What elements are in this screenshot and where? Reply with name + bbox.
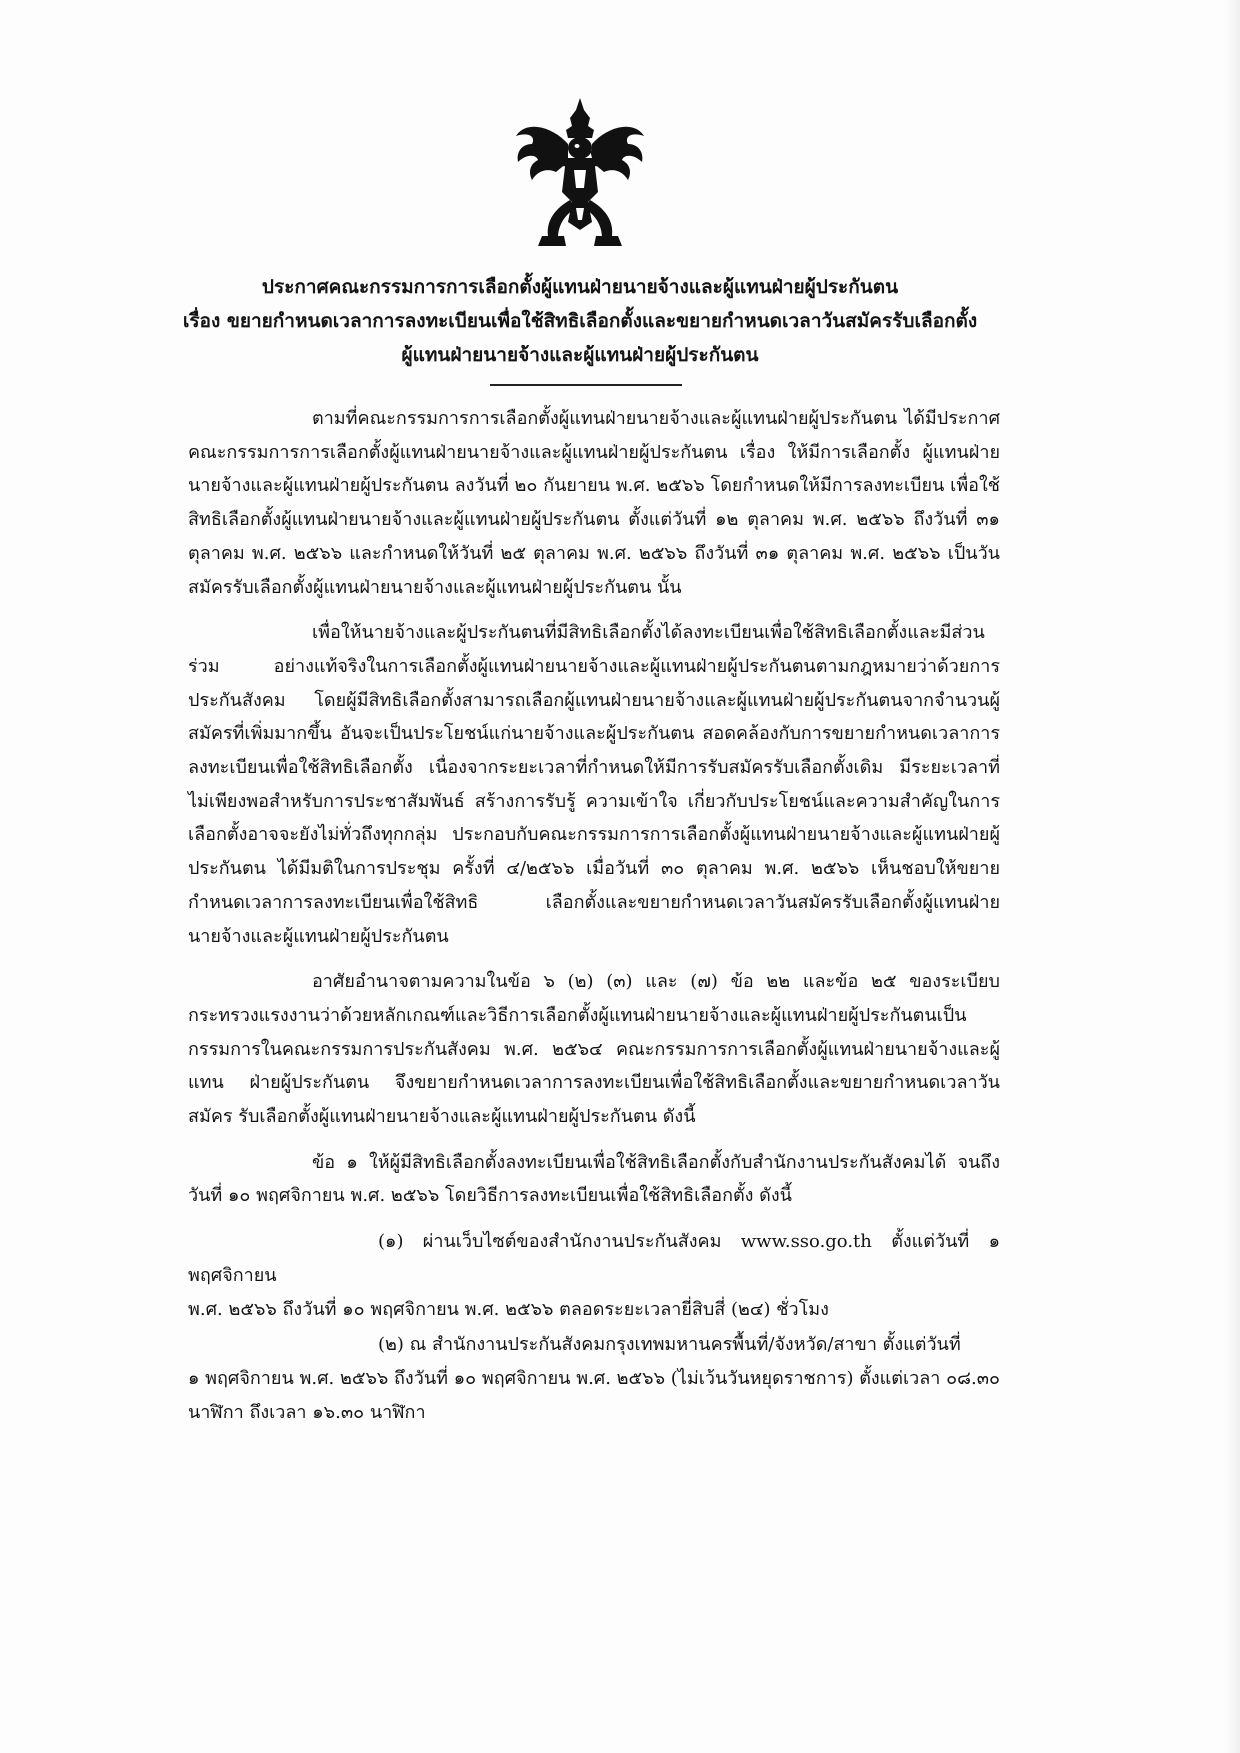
clause-1-item-1: (๑) ผ่านเว็บไซต์ของสำนักงานประกันสังคม www.sso.go.th ตั้งแต่วันที่ ๑ พฤศจิกายน (188, 1231, 1000, 1286)
garuda-emblem-icon (512, 96, 648, 256)
paragraph-background: ตามที่คณะกรรมการการเลือกตั้งผู้แทนฝ่ายนายจ้างและผู้แทนฝ่ายผู้ประกันตน ได้มีประกาศคณะกรรมการการเลือกตั้งผู้แทนฝ่ายนายจ้างและผู้แทนฝ่ายผู้ประกันตน เรื่อง ให้มีการเลือกตั้ง ผู้แทนฝ่ายนายจ้างและผู้แทนฝ่ายผู้ประกันตน ลงวันที่ ๒๐ กันยายน พ.ศ. ๒๕๖๖ โดยกำหนดให้มีการลงทะเบียน เพื่อใช้สิทธิเลือกตั้งผู้แทนฝ่ายนายจ้างและผู้แทนฝ่ายผู้ประกันตน ตั้งแต่วันที่ ๑๒ ตุลาคม พ.ศ. ๒๕๖๖ ถึงวันที่ ๓๑ ตุลาคม พ.ศ. ๒๕๖๖ และกำหนดให้วันที่ ๒๕ ตุลาคม พ.ศ. ๒๕๖๖ ถึงวันที่ ๓๑ ตุลาคม พ.ศ. ๒๕๖๖ เป็นวันสมัครรับเลือกตั้งผู้แทนฝ่ายนายจ้างและผู้แทนฝ่ายผู้ประกันตน นั้น (188, 408, 1000, 598)
clause-1-item-2: (๒) ณ สำนักงานประกันสังคมกรุงเทพมหานครพื้นที่/จังหวัด/สาขา ตั้งแต่วันที่ (378, 1334, 961, 1356)
clause-1-item-2-cont: ๑ พฤศจิกายน พ.ศ. ๒๕๖๖ ถึงวันที่ ๑๐ พฤศจิกายน พ.ศ. ๒๕๖๖ (ไม่เว้นวันหยุดราชการ) ตั้งแต่เวลา ๐๘.๓๐ นาฬิกา ถึงเวลา ๑๖.๓๐ นาฬิกา (188, 1367, 1000, 1423)
announcement-body (188, 402, 1000, 1431)
clause-1-item-1-cont: พ.ศ. ๒๕๖๖ ถึงวันที่ ๑๐ พฤศจิกายน พ.ศ. ๒๕๖๖ ตลอดระยะเวลายี่สิบสี่ (๒๔) ชั่วโมง (188, 1298, 829, 1320)
announcement-subject-cont: ผู้แทนฝ่ายนายจ้างและผู้แทนฝ่ายผู้ประกันตน (401, 344, 759, 366)
announcement-header (180, 270, 980, 372)
title-divider (490, 384, 682, 386)
scan-edge-shadow (1226, 0, 1240, 1753)
paragraph-rationale: เพื่อให้นายจ้างและผู้ประกันตนที่มีสิทธิเลือกตั้งได้ลงทะเบียนเพื่อใช้สิทธิเลือกตั้งและมีส่วนร่วม อย่างแท้จริงในการเลือกตั้งผู้แทนฝ่ายนายจ้างและผู้แทนฝ่ายผู้ประกันตนตามกฎหมายว่าด้วยการประกันสังคม โดยผู้มีสิทธิเลือกตั้งสามารถเลือกผู้แทนฝ่ายนายจ้างและผู้แทนฝ่ายผู้ประกันตนจากจำนวนผู้สมัครที่เพิ่มมากขึ้น อันจะเป็นประโยชน์แก่นายจ้างและผู้ประกันตน สอดคล้องกับการขยายกำหนดเวลาการลงทะเบียนเพื่อใช้สิทธิเลือกตั้ง เนื่องจากระยะเวลาที่กำหนดให้มีการรับสมัครรับเลือกตั้งเดิม มีระยะเวลาที่ไม่เพียงพอสำหรับการประชาสัมพันธ์ สร้างการรับรู้ ความเข้าใจ เกี่ยวกับประโยชน์และความสำคัญในการเลือกตั้งอาจจะยังไม่ทั่วถึงทุกกลุ่ม ประกอบกับคณะกรรมการการเลือกตั้งผู้แทนฝ่ายนายจ้างและผู้แทนฝ่ายผู้ประกันตน ได้มีมติในการประชุม ครั้งที่ ๔/๒๕๖๖ เมื่อวันที่ ๓๐ ตุลาคม พ.ศ. ๒๕๖๖ เห็นชอบให้ขยายกำหนดเวลาการลงทะเบียนเพื่อใช้สิทธิ เลือกตั้งและขยายกำหนดเวลาวันสมัครรับเลือกตั้งผู้แทนฝ่ายนายจ้างและผู้แทนฝ่ายผู้ประกันตน (188, 622, 1000, 947)
clause-1: ข้อ ๑ ให้ผู้มีสิทธิเลือกตั้งลงทะเบียนเพื่อใช้สิทธิเลือกตั้งกับสำนักงานประกันสังคมได้ จนถึงวันที่ ๑๐ พฤศจิกายน พ.ศ. ๒๕๖๖ โดยวิธีการลงทะเบียนเพื่อใช้สิทธิเลือกตั้ง ดังนี้ (188, 1151, 1000, 1207)
announcement-subject: เรื่อง ขยายกำหนดเวลาการลงทะเบียนเพื่อใช้สิทธิเลือกตั้งและขยายกำหนดเวลาวันสมัครรับเลือกตั้ง (182, 310, 978, 332)
announcement-title: ประกาศคณะกรรมการการเลือกตั้งผู้แทนฝ่ายนายจ้างและผู้แทนฝ่ายผู้ประกันตน (261, 276, 899, 298)
paragraph-authority: อาศัยอำนาจตามความในข้อ ๖ (๒) (๓) และ (๗) ข้อ ๒๒ และข้อ ๒๕ ของระเบียบ กระทรวงแรงงานว่าด้วยหลักเกณฑ์และวิธีการเลือกตั้งผู้แทนฝ่ายนายจ้างและผู้แทนฝ่ายผู้ประกันตนเป็น กรรมการในคณะกรรมการประกันสังคม พ.ศ. ๒๕๖๔ คณะกรรมการการเลือกตั้งผู้แทนฝ่ายนายจ้างและผู้แทน ฝ่ายผู้ประกันตน จึงขยายกำหนดเวลาการลงทะเบียนเพื่อใช้สิทธิเลือกตั้งและขยายกำหนดเวลาวันสมัคร รับเลือกตั้งผู้แทนฝ่ายนายจ้างและผู้แทนฝ่ายผู้ประกันตน ดังนี้ (188, 971, 1000, 1128)
